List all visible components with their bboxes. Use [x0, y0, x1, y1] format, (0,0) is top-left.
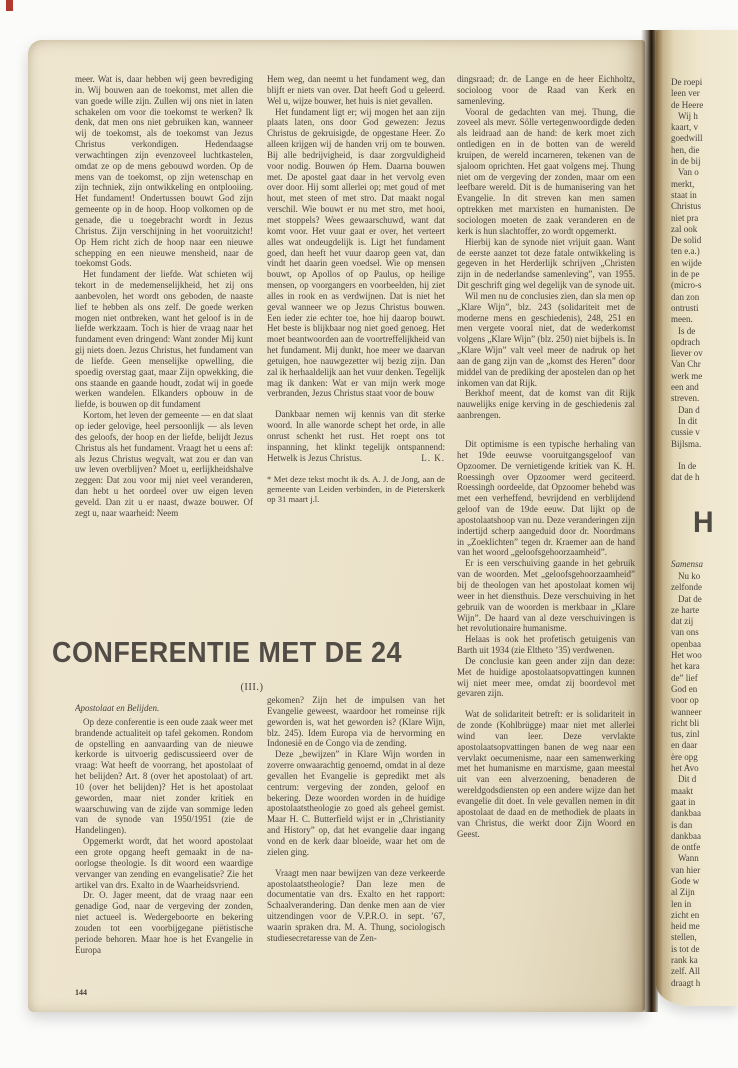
- paragraph: meer. Wat is, daar hebben wij geen bevrediging in. Wij bouwen aan de toekomst, met allen die van goede wille zijn. Zullen wij ons niet in laten schakelen om voor die toekomst te werken? Ik denk, dat men ons niet gebruiken kan, wanneer wij de toekomst, als de toekomst van Jezus Christus verkondigen. Hedendaagse verwachtingen zijn evenzoveel luchtkastelen, omdat ze op de mens gebouwd worden. Op de mens van de toekomst, op zijn wetenschap en zijn techniek, zijn ontwikkeling en ontplooiing. Het fundament! Ondertussen bouwt God zijn gemeente op in de hoop. Hoop volkomen op de genade, die u toegebracht wordt in Jezus Christus. Zijn verschijning in het vooruitzicht! Op Hem richt zich de hoop naar een nieuwe schepping en een nieuwe mensheid, naar de toekomst Gods.: [75, 74, 253, 269]
- right-page-text-line: Dat de: [678, 593, 702, 604]
- right-page-text-line: het kara: [671, 661, 700, 672]
- paragraph: Vooral de gedachten van mej. Thung, die zoveel als mevr. Sölle vertegenwoordigde deden als leidraad aan de hand: de kerk moet zich ontledigen en in de botten van de wereld kruipen, de wereld incarneren, tekenen van de sjaloom oprichten. Het gaat volgens mej. Thung niet om de vergeving der zonden, maar om een leefbare wereld. Dit is de humanisering van het Evangelie. In dit streven kan men samen optrekken met marxisten en humanisten. De sociologen moeten de zaak veranderen en de kerk is hun slachtoffer, zo wordt opgemerkt.: [457, 106, 635, 236]
- right-page-text-line: in de bij: [671, 156, 701, 167]
- paragraph: Wil men nu de conclusies zien, dan sla men op „Klare Wijn”, blz. 243 (solidariteit met de moderne mens en geschiedenis), 248, 251 en men vergete vooral niet, dat de wederkomst volgens „Klare Wijn” (blz. 250) niet bijbels is. In „Klare Wijn” valt veel meer de nadruk op het aan de gang zijn van de „komst des Heren” door middel van de prediking der apostelen dan op het inkomen van dat Rijk.: [457, 290, 635, 388]
- right-page-text-line: de ontfe: [671, 842, 701, 853]
- right-page: [656, 30, 738, 1006]
- right-page-text-line: In dit: [678, 415, 698, 426]
- right-page-text-line: len in: [671, 898, 692, 909]
- right-page-text-line: In de: [678, 460, 697, 471]
- right-page-text-line: gaat in: [671, 796, 696, 807]
- right-page-text-line: is tot de: [671, 943, 700, 954]
- right-page-text-line: de” lief: [671, 672, 698, 683]
- right-page-text-line: Van Chr: [671, 359, 701, 370]
- right-page-text-line: Wij h: [678, 110, 698, 121]
- article2-column-1-text: [75, 717, 253, 956]
- right-page-text-line: en wijde: [671, 257, 702, 268]
- right-page-text-line: in de pe: [671, 269, 700, 280]
- right-page-text-line: hen, die: [671, 144, 700, 155]
- right-page-text-line: is dan: [671, 819, 693, 830]
- paragraph: Berkhof meent, dat de komst van dit Rijk nauwelijks enige kerving in de geschiedenis zal aanbrengen.: [457, 388, 635, 421]
- right-page-text-line: Het woo: [671, 650, 702, 661]
- right-page-text-line: en daar: [671, 740, 698, 751]
- right-page-text-line: staat in: [671, 189, 697, 200]
- right-page-text-line: dat zij: [671, 616, 694, 627]
- right-page-text-line: cussie v: [671, 427, 700, 438]
- right-page-text-line: wanneer: [671, 706, 702, 717]
- right-page-text-line: ontrusti: [671, 302, 699, 313]
- right-page-text-line: zelfonde: [671, 582, 702, 593]
- right-page-text-line: zelf. All: [671, 966, 700, 977]
- right-page-text-line: Wann: [678, 853, 699, 864]
- right-page-text-line: werk me: [671, 370, 703, 381]
- section-heading: Apostolaat en Belijden.: [75, 703, 160, 713]
- right-page-text-line: dankbaa: [671, 830, 701, 841]
- right-page-text-line: de Heere: [671, 99, 704, 110]
- right-page-text-line: dan zon: [671, 291, 700, 302]
- right-page-text-line: Nu ko: [678, 570, 701, 581]
- right-page-text-line: dat de h: [671, 472, 700, 483]
- red-corner-mark: [6, 0, 13, 11]
- right-page-text-line: leen ver: [671, 88, 700, 99]
- right-page-text-line: Dit d: [678, 774, 697, 785]
- paragraph: Helaas is ook het profetisch getuigenis van Barth uit 1934 (zie Eltheto ’35) verdwenen.: [457, 634, 635, 656]
- right-page-text-fragment: [671, 405, 738, 416]
- right-page-text-line: tus, zinl: [671, 729, 700, 740]
- right-page-text-line: zicht en: [671, 909, 700, 920]
- right-page-text-line: openbaa: [671, 638, 701, 649]
- paragraph: * Met deze tekst mocht ik ds. A. J. de Jong, aan de gemeente van Leiden verbinden, in de Pieterskerk op 31 maart j.l.: [267, 473, 445, 505]
- right-page-text-line: Dan d: [678, 404, 700, 415]
- right-page-text-line: zal ook: [671, 223, 698, 234]
- right-page-text-fragment: [671, 594, 738, 775]
- right-page-text-fragment: [671, 853, 738, 989]
- right-page-text-line: Gode w: [671, 876, 700, 886]
- right-page-text-fragment: [671, 111, 738, 167]
- article2-column-1: [75, 703, 253, 993]
- right-page-text-line: al Zijn: [671, 887, 695, 898]
- right-page-text-line: draagt h: [671, 977, 701, 988]
- right-page-text-line: Bijlsma.: [671, 438, 702, 449]
- right-page-text-line: Van o: [678, 167, 699, 178]
- right-page-column: [671, 77, 738, 989]
- paragraph: Vraagt men naar bewijzen van deze verkeerde apostolaatstheologie? Dan leze men de documentatie van drs. Exalto en het rapport: Schaalverandering. Dan denke men aan de vier uitzendingen voor de V.P.R.O. in sept. ’67, waarin spraken dra. M. A. Thung, sociologisch studiesecretaresse van de Zen-: [267, 867, 445, 943]
- right-page-text-line: een and: [671, 382, 699, 393]
- right-page-text-line: kaart, v: [671, 122, 698, 133]
- paragraph: Er is een verschuiving gaande in het gebruik van de woorden. Met „geloofsgehoorzaamheid” bij de theologen van het apostolaat komen wij weer in het diensthuis. Deze verschuiving in het gebruik van de woorden is merkbaar in „Klare Wijn”. De haard van al deze verschuivingen is het revolutionaire humanisme.: [457, 558, 635, 634]
- paragraph: Het fundament der liefde. Wat schieten wij tekort in de medemenselijkheid, het zij ons aanbevolen, het wordt ons geboden, de naaste lief te hebben als ons zelf. De goede werken mogen niet ontbreken, want het geloof is in de liefde werkzaam. Toch is hier de vraag naar het fundament even dringend: Want zonder Mij kunt gij niets doen. Jezus Christus, het fundament van de liefde. Geen menselijke opwelling, die spoedig overstag gaat, maar Zijn opwekking, die ons staande en gaande houdt, zodat wij in goede werken wandelen. Elkanders opbouw in de liefde, is bouwen op dit fundament: [75, 269, 253, 410]
- right-page-section-heading-fragment: Samensa: [671, 558, 703, 569]
- paragraph: gekomen? Zijn het de impulsen van het Evangelie geweest, waardoor het romeinse rijk geworden is, wat het geworden is? (Klare Wijn, blz. 245). Idem Europa via de hervorming en Indonesië en de Congo via de zending.: [267, 695, 445, 749]
- paragraph: Dankbaar nemen wij kennis van dit sterke woord. In alle wanorde schept het orde, in alle onrust schenkt het rust. Het roept ons tot inspanning, het klinkt tegelijk ontspannend: Hetwelk is Jezus Christus. L. K.: [267, 409, 445, 463]
- article1-column-1: [75, 74, 253, 637]
- right-page-text-line: heid me: [671, 921, 700, 932]
- paragraph: De conclusie kan geen ander zijn dan deze: Met de huidige apostolaatsopvattingen kunnen wij niet meer mee, omdat zij boordevol met gevaren zijn.: [457, 655, 635, 699]
- paragraph: Opgemerkt wordt, dat het woord apostolaat een grote opgang heeft gemaakt in de na-oorlogse theologie. Is dit woord een waardige vervanger van zending en evangelisatie? Zie het artikel van drs. Exalto in de Waarheidsvriend.: [75, 836, 253, 890]
- right-page-text-line: opdrach: [671, 336, 700, 347]
- article2-headline: CONFERENTIE MET DE 24: [52, 637, 402, 669]
- right-page-text-line: (micro-s: [671, 280, 702, 291]
- paragraph: Deze „bewijzen” in Klare Wijn worden in zoverre onwaarachtig genoemd, omdat in al deze gevallen het Evangelie is gepredikt met als centrum: vergeving der zonden, geloof en bekering. Deze woorden worden in de huidige apostolaatstheologie zo goed als geheel gemist. Maar H. C. Butterfield wijst er in „Christianity and History” op, dat het evangelie daar ingang vond en de kerk daar bloeide, waar het om de zielen ging.: [267, 749, 445, 857]
- right-page-text-line: stellen,: [671, 932, 697, 943]
- right-page-text-line: het Avo: [671, 763, 699, 774]
- paragraph: Dit optimisme is een typische herhaling van het 19de eeuwse vooruitgangsgeloof van Opzoomer. De vernietigende kritiek van K. H. Roessingh over Opzoomer werd geciteerd. Roessingh oordeelde, dat Opzoomer behebd was met een verheffend, bevrijdend en verblijdend geloof van de 19de eeuw. Dat lijkt op de apostolaatshoop van nu. Deze veranderingen zijn indertijd scherp aangeduid door dr. Noordmans in „Zoeklichten” tegen dr. Kraemer aan de hand van het woord „geloofsgehoorzaamheid”.: [457, 439, 635, 558]
- paragraph: Dr. O. Jager meent, dat de vraag naar een genadige God, naar de vergeving der zonden, niet actueel is. Wedergeboorte en bekering zouden tot een voorbijgegane piëtistische periode behoren. Maar hoe is het Evangelie in Europa: [75, 890, 253, 955]
- left-page: [28, 40, 645, 1012]
- right-page-text-line: God en: [671, 683, 698, 694]
- article1-column-2: [267, 74, 445, 637]
- paragraph: Hem weg, dan neemt u het fundament weg, dan blijft er niets van over. Dat heeft God u geleerd. Wel u, wijze bouwer, het huis is niet gevallen.: [267, 74, 445, 106]
- article2-column-2: [267, 695, 445, 1001]
- right-page-text-line: De solid: [671, 235, 702, 246]
- right-page-text-line: Is de: [678, 325, 696, 336]
- article2-part-number: (III.): [240, 682, 264, 693]
- right-page-text-line: van ons: [671, 627, 699, 638]
- right-page-text-line: niet pra: [671, 212, 699, 223]
- right-page-text-fragment: [671, 571, 738, 594]
- right-page-text-line: dankbaa: [671, 808, 701, 819]
- right-page-text-fragment: [671, 461, 738, 484]
- paragraph: Kortom, het leven der gemeente — en dat slaat op ieder gelovige, heel persoonlijk — als leven des geloofs, der hoop en der liefde, belijdt Jezus Christus als het fundament. Vraagt het u eens af: als Jezus Christus wegvalt, wat zou er dan van uw leven overblijven? Moet u, eerlijkheidshalve zeggen: Dat zou voor mij niet veel veranderen, dan hebt u het oordeel over uw eigen leven geveld. Dan zit u er naast, dwaze bouwer. Of zegt u, naar waarheid: Neem: [75, 410, 253, 518]
- right-page-text-line: ère opg: [671, 751, 698, 762]
- right-page-text-line: ten e.a.): [671, 246, 700, 257]
- right-page-text-fragment: [671, 774, 738, 853]
- right-page-text-line: goedwill: [671, 133, 703, 144]
- paragraph: Hierbij kan de synode niet vrijuit gaan. Want de eerste aanzet tot deze fatale ontwikkeling is gegeven in het Herderlijk schrijven „Christen zijn in de nederlandse samenleving”, van 1955. Dit geschrift ging wel degelijk van de synode uit.: [457, 236, 635, 291]
- page-number: 144: [75, 988, 87, 997]
- paragraph: dingsraad; dr. de Lange en de heer Eichholtz, socioloog voor de Raad van Kerk en samenleving.: [457, 74, 635, 106]
- paragraph: Het fundament ligt er; wij mogen het aan zijn plaats laten, ons door God gewezen: Jezus Christus de gekruisigde, de opgestane Heer. Zo alleen krijgen wij de handen vrij om te bouwen. Bij alle bedrijvigheid, is daar zorgvuldigheid voor nodig. Bouwen óp Hem. Daarna bouwen met. De apostel gaat daar in het vervolg even over door. Hij somt allerlei op; met goud of met hout, met steen of met stro. Dat maakt nogal verschil. Wie bouwt er nu met stro, met hooi, met stoppels? Wees gewaarschuwd, want dat komt voor. Het vuur gaat er over, het verteert alles wat ondeugdelijk is. Ligt het fundament goed, dan heeft het vuur daarop geen vat, dan vindt het daarin geen voedsel. Wie op mensen bouwt, op Apollos of op Paulus, op heilige mensen, op voorgangers en voorbeelden, hij ziet alles in rook en as verdwijnen. Dat is niet het geval wanneer we op Jezus Christus bouwen. Een ieder zie echter toe, hoe hij daarop bouwt. Het beste is blijkbaar nog niet goed genoeg. Het moet beantwoorden aan de voortreffelijkheid van het fundament. Mij dunkt, hoe meer we daarvan getuigen, hoe nauwgezetter wij bezig zijn. Dan zal ik herhaaldelijk aan het vuur denken. Tegelijk mag ik danken: Wat er van mijn werk moge verbranden, Jezus Christus staat voor de bouw: [267, 106, 445, 399]
- article1-column-3: [457, 74, 635, 986]
- author-initials: L. K.: [421, 452, 445, 463]
- right-page-text-line: rank ka: [671, 955, 698, 966]
- right-page-text-line: meen.: [671, 314, 693, 325]
- right-page-text-line: maakt: [671, 785, 693, 796]
- right-page-text-fragment: [671, 416, 738, 450]
- right-page-text-line: van hier: [671, 864, 701, 875]
- right-page-text-fragment: [671, 167, 738, 325]
- paragraph: Op deze conferentie is een oude zaak weer met brandende actualiteit op tafel gekomen. Rondom de opstelling en aanvaarding van de nieuwe kerkorde is uitvoerig gediscussieerd over de vraag: Wat heeft de voorrang, het apostolaat of het belijden? Art. 8 (over het apostolaat) of art. 10 (over het belijden)? Het is het apostolaat geworden, maar niet zonder kritiek en waarschuwing van de zijde van sommige leden van de synode van 1950/1951 (zie de Handelingen).: [75, 716, 253, 836]
- right-page-text-fragment: [671, 326, 738, 405]
- right-page-text-line: De roepi: [671, 77, 703, 87]
- right-page-text-fragment: [671, 77, 738, 111]
- right-page-text-line: voor op: [671, 695, 699, 706]
- right-page-text-line: streven.: [671, 393, 700, 404]
- right-page-text-line: richt bli: [671, 717, 700, 728]
- paragraph: Wat de solidariteit betreft: er is solidariteit in de zonde (Kohlbrügge) maar niet met allerlei wind van leer. Deze vervlakte apostolaatsopvattingen banen de weg naar een vervlakt oecumenisme, naar een samenwerking met het humanisme en marxisme, gaan meestal uit van een alverzoening, benaderen de wereldgodsdiensten op een andere wijze dan het evangelie dit doet. In vele gevallen nemen in dit apostolaat de daad en de methodiek de plaats in van Christus, die werkt door Zijn Woord en Geest.: [457, 709, 635, 839]
- right-page-text-line: liever ov: [671, 348, 703, 359]
- right-page-text-line: ze harte: [671, 604, 700, 615]
- right-page-text-line: merkt,: [671, 178, 695, 189]
- right-page-text-line: Christus: [671, 201, 702, 212]
- right-page-headline-fragment: H: [693, 506, 714, 540]
